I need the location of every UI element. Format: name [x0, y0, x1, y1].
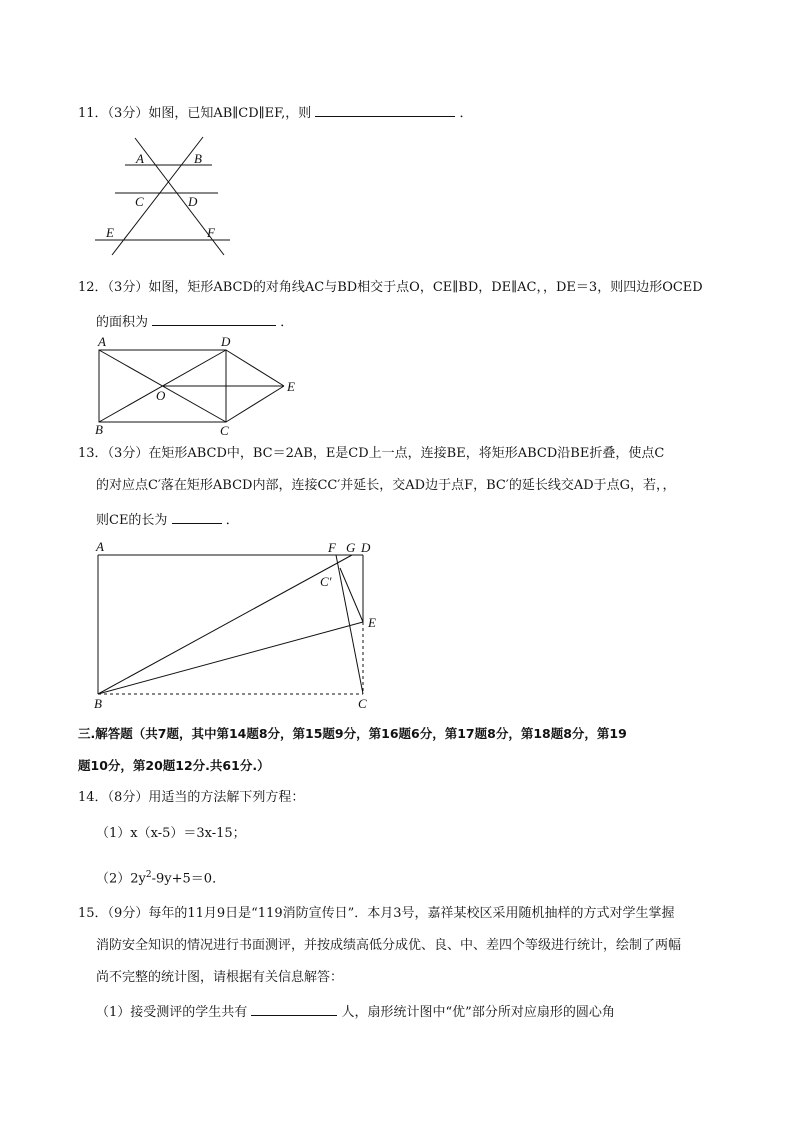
q12-stem: 的面积为: [96, 315, 153, 330]
q12-label-e: E: [287, 379, 295, 394]
q15-part1-stem: （1）接受测评的学生共有: [96, 1005, 252, 1020]
q11-figure: [90, 135, 240, 265]
q13-label-f: F: [328, 540, 336, 555]
q11-answer-blank[interactable]: [315, 103, 455, 117]
q11-end: ．: [455, 106, 473, 121]
q12-label-a: A: [98, 334, 106, 349]
q15-part1-tail: 人，扇形统计图中“优”部分所对应扇形的圆心角: [337, 1005, 615, 1020]
q11-label-d: D: [188, 194, 198, 209]
q11-text: [78, 103, 473, 122]
q12-line1: 12．（3分）如图，矩形ABCD的对角线AC与BD相交于点O，CE∥BD，DE∥AC，，DE＝3，则四边形OCED: [78, 280, 703, 295]
section3-heading-line2: 题10分，第20题12分.共61分.）: [78, 758, 270, 773]
q12-segment-ce: [226, 386, 284, 422]
q14-part1: （1）x（x-5）＝3x-15；: [96, 826, 246, 841]
q11-stem: 11．（3分）如图，已知AB∥CD∥EF,，则: [78, 106, 316, 121]
q11-label-c: C: [135, 194, 144, 209]
q14-part2-exponent: 2: [145, 870, 152, 880]
q14-part2: [96, 867, 225, 887]
q15-line2: 消防安全知识的情况进行书面测评，并按成绩高低分成优、良、中、差四个等级进行统计，绘制了两幅: [96, 938, 682, 953]
section3-heading-line1: 三.解答题（共7题，其中第14题8分，第15题9分，第16题6分，第17题8分，第18题8分，第19: [78, 726, 627, 741]
q12-figure: [90, 334, 310, 438]
q13-stem: 则CE的长为: [96, 513, 172, 528]
q12-answer-blank[interactable]: [152, 312, 276, 326]
q12-segment-de: [226, 350, 284, 386]
q13-line2: 的对应点C′落在矩形ABCD内部，连接CC′并延长，交AD边于点F，BC′的延长线交AD于点G，若，，: [96, 478, 676, 493]
q13-end: ．: [221, 513, 239, 528]
q11-label-e: E: [106, 225, 114, 240]
q13-label-c: C: [358, 696, 367, 711]
q15-line3: 尚不完整的统计图，请根据有关信息解答：: [96, 970, 344, 985]
q12-label-d: D: [221, 334, 231, 349]
q11-label-a: A: [136, 151, 144, 166]
q12-label-o: O: [156, 388, 166, 403]
q13-answer-blank[interactable]: [172, 510, 222, 524]
q13-segment-cf: [336, 555, 363, 694]
q12-line2: [96, 312, 293, 331]
q14-stem: 14．（8分）用适当的方法解下列方程：: [78, 790, 305, 805]
q11-label-f: F: [207, 225, 215, 240]
q14-part2-b: -9y+5＝0．: [151, 871, 226, 887]
q12-label-c: C: [220, 423, 229, 438]
q15-line1: 15．（9分）每年的11月9日是“119消防宣传日”．本月3号，嘉祥某校区采用随机抽样的方式对学生掌握: [78, 906, 675, 921]
q13-segment-bg: [98, 555, 352, 694]
q13-line3: [96, 510, 239, 529]
q13-label-a: A: [96, 539, 104, 554]
q13-figure: [90, 538, 390, 713]
q13-label-e: E: [368, 615, 376, 630]
q13-label-b: B: [94, 696, 102, 711]
q12-label-b: B: [95, 422, 103, 437]
q13-segment-be: [98, 622, 363, 694]
q13-line1: 13．（3分）在矩形ABCD中，BC＝2AB，E是CD上一点，连接BE，将矩形ABCD沿BE折叠，使点C: [78, 446, 665, 461]
q13-label-g: G: [346, 540, 356, 555]
q13-label-d: D: [361, 540, 371, 555]
q14-part2-a: （2）2y: [96, 871, 146, 887]
q13-label-c-prime: C′: [320, 574, 332, 589]
q12-end: ．: [276, 315, 294, 330]
q11-label-b: B: [194, 151, 202, 166]
q15-answer-blank[interactable]: [251, 1002, 337, 1016]
q15-part1: [96, 1002, 615, 1021]
